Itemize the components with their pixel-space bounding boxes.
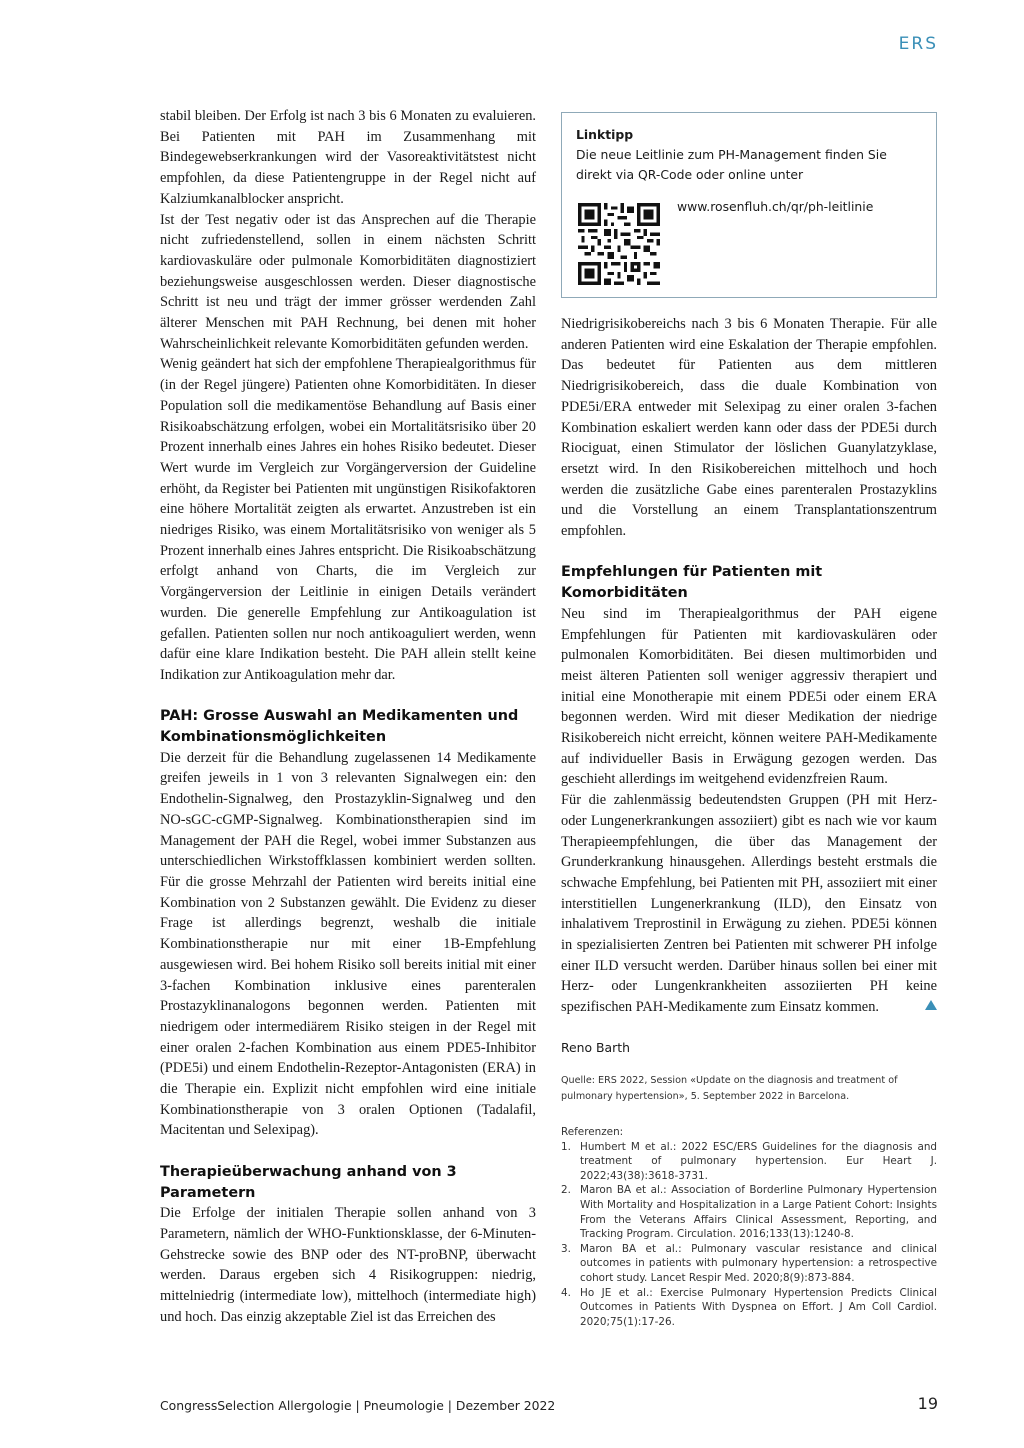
section-tag: ERS (898, 34, 938, 54)
source-note: Quelle: ERS 2022, Session «Update on the diagnosis and treatment of pulmonary hypertension», 5. September 2022 in Barcelona. (561, 1075, 898, 1102)
footer-publication: CongressSelection Allergologie | Pneumologie | Dezember 2022 (160, 1398, 556, 1413)
left-column (160, 106, 536, 1327)
reference-item: 1. Humbert M et al.: 2022 ESC/ERS Guidelines for the diagnosis and treatment of pulmonary hypertension. Eur Heart J. 2022;43(38):3618-3731. (561, 1140, 937, 1182)
references (561, 1125, 937, 1329)
link-tip-title: Linktipp (576, 127, 634, 142)
section-heading: Empfehlungen für Patienten mit Komorbiditäten (561, 564, 823, 602)
reference-list (561, 1140, 937, 1330)
link-tip-text: Die neue Leitlinie zum PH-Management finden Sie direkt via QR-Code oder online unter (576, 147, 887, 182)
paragraph: Die derzeit für die Behandlung zugelassenen 14 Medikamente greifen jeweils in 1 von 3 relevanten Signalwegen ein: den Endothelin-Signalweg, den Prostazyklin-Signalweg und den NO-sGC-cGMP-Signalweg. Kombinationstherapien sind im Management der PAH die Regel, wobei immer Substanzen aus unterschiedlichen Wirkstoffklassen kombiniert werden sollten. Für die grosse Mehrzahl der Patienten wird bereits initial eine Kombination von 2 Substanzen gewählt. Die Evidenz zu dieser Frage ist allerdings begrenzt, weshalb die initiale Kombinationstherapie nur mit einer 1B-Empfehlung ausgewiesen wird. Bei hohem Risiko soll bereits initial mit einer 3-fachen Kombination inklusive eines parenteralen Prostazyklinanalogons begonnen werden. Patienten mit niedrigem oder intermediärem Risiko steigen in der Regel mit einer oralen 2-fachen Kombination aus einem PDE5-Inhibitor (PDE5i) und einem Endothelin-Rezeptor-Antagonisten (ERA) in die Therapie ein. Explizit nicht empfohlen wird eine initiale Kombinationstherapie von 3 oralen Optionen (Tadalafil, Macitentan und Selexipag). (160, 749, 536, 1139)
paragraph: stabil bleiben. Der Erfolg ist nach 3 bis 6 Monaten zu evaluieren. Bei Patienten mit PAH im Zusammenhang mit Bindegewebserkrankungen wird der Vasoreaktivitätstest nicht empfohlen, da diese Patientengruppe in der Regel nicht auf Kalziumkanalblocker anspricht. (160, 108, 536, 207)
paragraph: Niedrigrisikobereichs nach 3 bis 6 Monaten Therapie. Für alle anderen Patienten wird eine Eskalation der Therapie empfohlen. Das bedeutet für Patienten aus dem mittleren Niedrigrisikobereich, dass die duale Kombination von PDE5i/ERA entweder mit Selexipag zu einer oralen 3-fachen Kombination eskaliert werden kann oder dass der PDE5i durch Riociguat, einen Stimulator der löslichen Guanylatzyklase, ersetzt wird. In den Risikobereichen mittelhoch und hoch werden die zusätzliche Gabe eines parenteralen Prostazyklins und die Vorstellung an einem Transplantationszentrum empfohlen. (561, 316, 937, 540)
paragraph: Wenig geändert hat sich der empfohlene Therapiealgorithmus für (in der Regel jüngere) Patienten ohne Komorbiditäten. In dieser Population soll die medikamentöse Behandlung auf Basis einer Risikoabschätzung erfolgen, wobei ein Mortalitätsrisiko über 20 Prozent innerhalb eines Jahres ein hohes Risiko bedeutet. Dieser Wert wurde im Vergleich zur Vorgängerversion der Guideline erhöht, da Register bei Patienten mit ungünstigen Risikofaktoren eine höhere Mortalität zeigten als erwartet. Anzustreben ist ein niedriges Risiko, was einem Mortalitätsrisiko von weniger als 5 Prozent innerhalb eines Jahres entspricht. Die Risikoabschätzung erfolgt anhand von Charts, die im Vergleich zur Vorgängerversion der Leitlinie in einigen Details verändert wurden. Die generelle Empfehlung zur Antikoagulation ist gefallen. Patienten sollen nur noch antikoaguliert werden, wenn dafür eine klare Indikation besteht. Die PAH allein stellt keine Indikation zur Antikoagulation mehr dar. (160, 356, 536, 683)
author-name: Reno Barth (561, 1040, 630, 1055)
section-heading: Therapieüberwachung anhand von 3 Parametern (160, 1163, 457, 1201)
reference-item: 3. Maron BA et al.: Pulmonary vascular resistance and clinical outcomes in patients with pulmonary hypertension: a retrospective cohort study. Lancet Respir Med. 2020;8(9):873-884. (561, 1242, 937, 1284)
page-number: 19 (917, 1394, 938, 1413)
references-label: Referenzen: (561, 1126, 624, 1138)
paragraph: Ist der Test negativ oder ist das Ansprechen auf die Therapie nicht zufriedenstellend, sollen in einem nächsten Schritt kardiovaskuläre oder pulmonale Komorbiditäten diagnostiziert beziehungsweise ausgeschlossen werden. Dieser diagnostische Schritt ist neu und trägt der immer grösser werdenden Zahl älterer Menschen mit PAH Rechnung, bei denen mit hoher Wahrscheinlichkeit relevante Komorbiditäten gefunden werden. (160, 211, 536, 352)
paragraph: Für die zahlenmässig bedeutendsten Gruppen (PH mit Herz- oder Lungenerkrankungen assoziiert) gibt es nach wie vor kaum Therapieempfehlungen, die über das Management der Grunderkrankung hinausgehen. Allerdings besteht erstmals die schwache Empfehlung, bei Patienten mit PH, assoziiert mit einer interstitiellen Lungenerkrankung (ILD), den Einsatz von inhalativem Treprostinil in Erwägung zu ziehen. PDE5i können in spezialisierten Zentren bei Patienten mit schwerer PH infolge einer ILD versucht werden. Darüber hinaus sollen bei einer mit Herz- oder Lungenkrankheiten assoziierten PH keine spezifischen PAH-Medikamente zum Einsatz kommen. (561, 792, 937, 1016)
reference-item: 4. Ho JE et al.: Exercise Pulmonary Hypertension Predicts Clinical Outcomes in Patients With Dyspnea on Effort. J Am Coll Cardiol. 2020;75(1):17-26. (561, 1286, 937, 1328)
paragraph: Die Erfolge der initialen Therapie sollen anhand von 3 Parametern, nämlich der WHO-Funktionsklasse, der 6-Minuten-Gehstrecke sowie des BNP oder des NT-proBNP, überwacht werden. Daraus ergeben sich 4 Risikogruppen: niedrig, mittelniedrig (intermediate low), mittelhoch (intermediate high) und hoch. Das einzig akzeptable Ziel ist das Erreichen des (160, 1205, 536, 1325)
link-tip-box (561, 112, 937, 298)
qr-code-icon[interactable] (578, 203, 660, 285)
section-heading: PAH: Grosse Auswahl an Medikamenten und Kombinationsmöglichkeiten (160, 708, 519, 746)
reference-item: 2. Maron BA et al.: Association of Borderline Pulmonary Hypertension With Mortality and Hospitalization in a Large Patient Cohort: Insights From the Veterans Affairs Clinical Assessment, Reporting, and Tracking Program. Circulation. 2016;133(13):1240-8. (561, 1184, 937, 1241)
paragraph: Neu sind im Therapiealgorithmus der PAH eigene Empfehlungen für Patienten mit kardiovaskulären oder pulmonalen Komorbiditäten. Bei diesen multimorbiden und meist älteren Patienten soll weniger aggressiv therapiert und initial eine Monotherapie mit einem PDE5i oder einem ERA begonnen werden. Wird mit dieser Medikation der niedrige Risikobereich nicht erreicht, können weitere PAH-Medikamente auf individueller Basis in Erwägung gezogen werden. Das geschieht allerdings im weitgehend evidenzfreien Raum. (561, 605, 937, 788)
end-of-article-triangle-icon (925, 1000, 937, 1010)
right-column (561, 314, 937, 1018)
link-tip-url[interactable]: www.rosenfluh.ch/qr/ph-leitlinie (677, 199, 874, 214)
